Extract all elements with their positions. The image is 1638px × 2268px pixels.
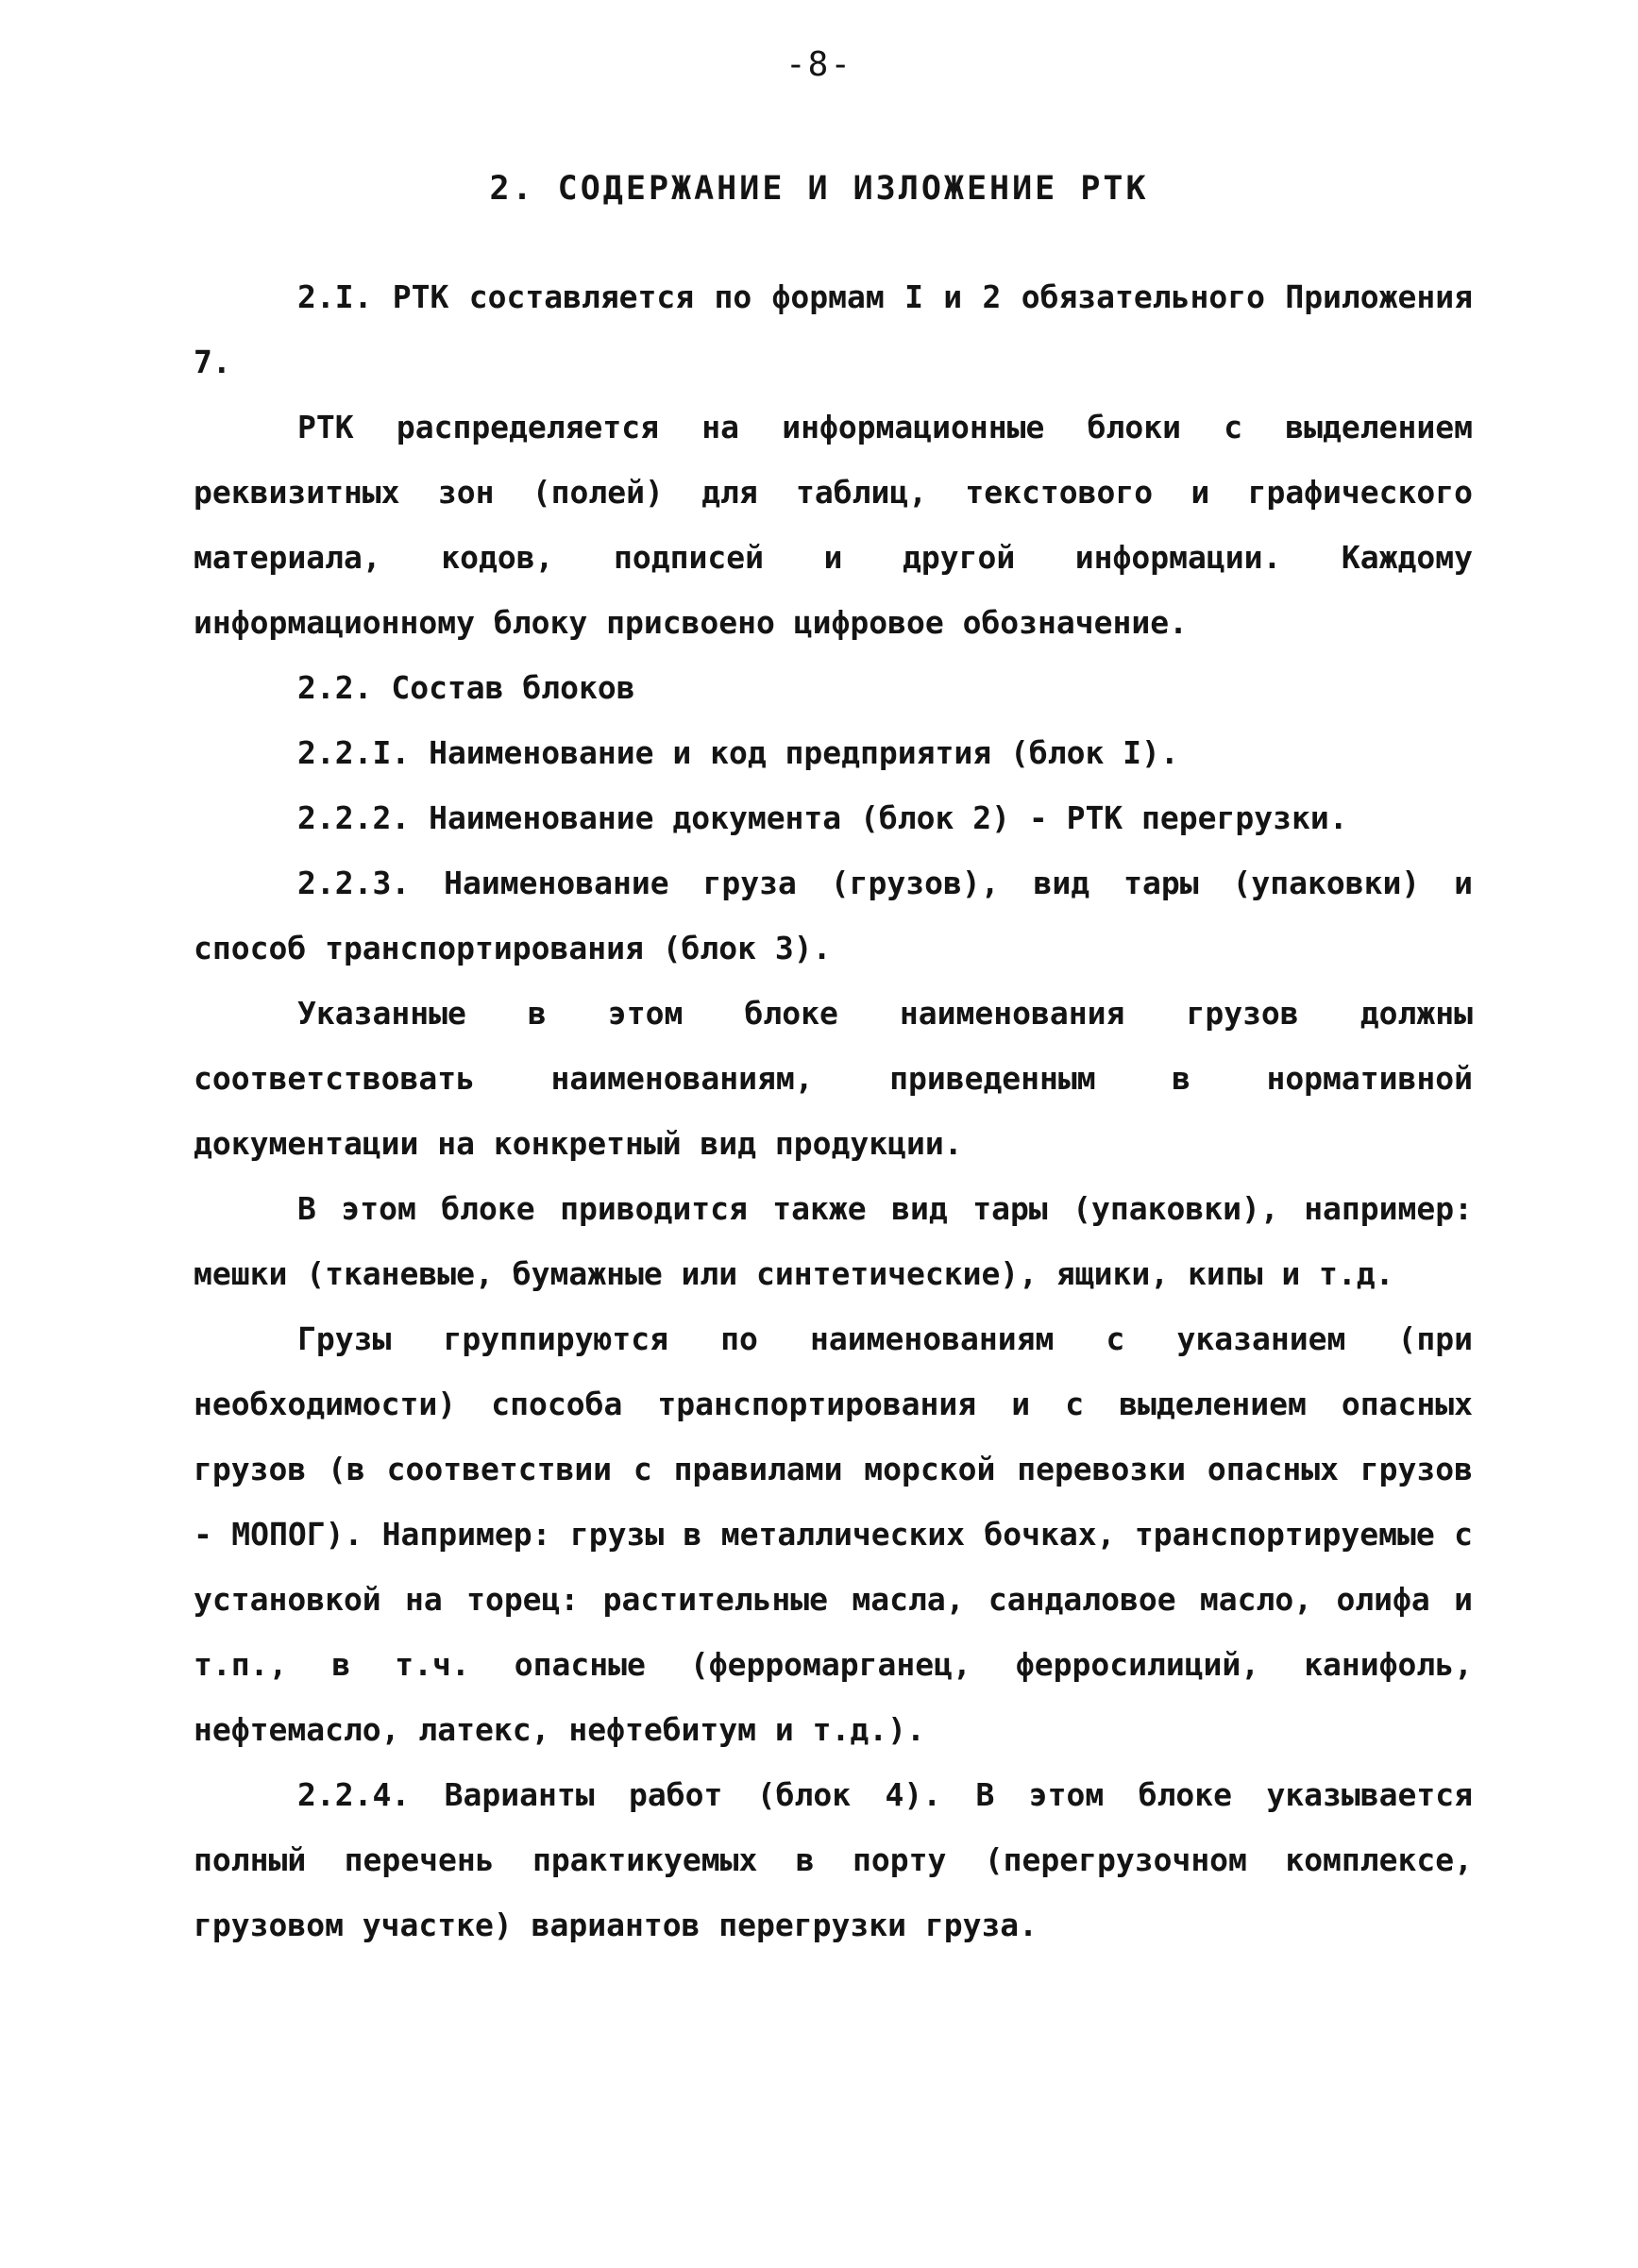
page-number: -8- [785,45,853,84]
paragraph-cargo-grouping: Грузы группируются по наименованиям с указанием (при необходимости) способа транспортирования и с выделением опасных грузов (в соответствии с правилами морской перевозки опасных грузов - МОПОГ). Например: грузы в металлических бочках, транспортируемые с установкой на торец: растительные масла, сандаловое масло, олифа и т.п., в т.ч. опасные (ферромарганец, ферросилиций, канифоль, нефтемасло, латекс, нефтебитум и т.д.). [194,1320,1473,1748]
paragraph-2-2: 2.2. Состав блоков [297,669,635,706]
paragraph-packaging: В этом блоке приводится также вид тары (упаковки), например: мешки (тканевые, бумажные или синтетические), ящики, кипы и т.д. [194,1190,1473,1292]
paragraph-2-2-2: 2.2.2. Наименование документа (блок 2) - РТК перегрузки. [297,799,1348,836]
paragraph-cargo-names: Указанные в этом блоке наименования грузов должны соответствовать наименованиям, приведенным в нормативной документации на конкретный вид продукции. [194,995,1473,1162]
section-title: 2. СОДЕРЖАНИЕ И ИЗЛОЖЕНИЕ РТК [489,170,1149,208]
paragraph-2-1: 2.I. РТК составляется по формам I и 2 обязательного Приложения 7. [194,278,1473,380]
paragraph-rtk-blocks: РТК распределяется на информационные блоки с выделением реквизитных зон (полей) для таблиц, текстового и графического материала, кодов, подписей и другой информации. Каждому информационному блоку присвоено цифровое обозначение. [194,409,1473,641]
document-body [194,264,1473,1957]
paragraph-2-2-3: 2.2.3. Наименование груза (грузов), вид тары (упаковки) и способ транспортирования (блок 3). [194,865,1473,966]
paragraph-2-2-1: 2.2.I. Наименование и код предприятия (блок I). [297,734,1179,771]
paragraph-2-2-4: 2.2.4. Варианты работ (блок 4). В этом блоке указывается полный перечень практикуемых в порту (перегрузочном комплексе, грузовом участке) вариантов перегрузки груза. [194,1776,1473,1943]
